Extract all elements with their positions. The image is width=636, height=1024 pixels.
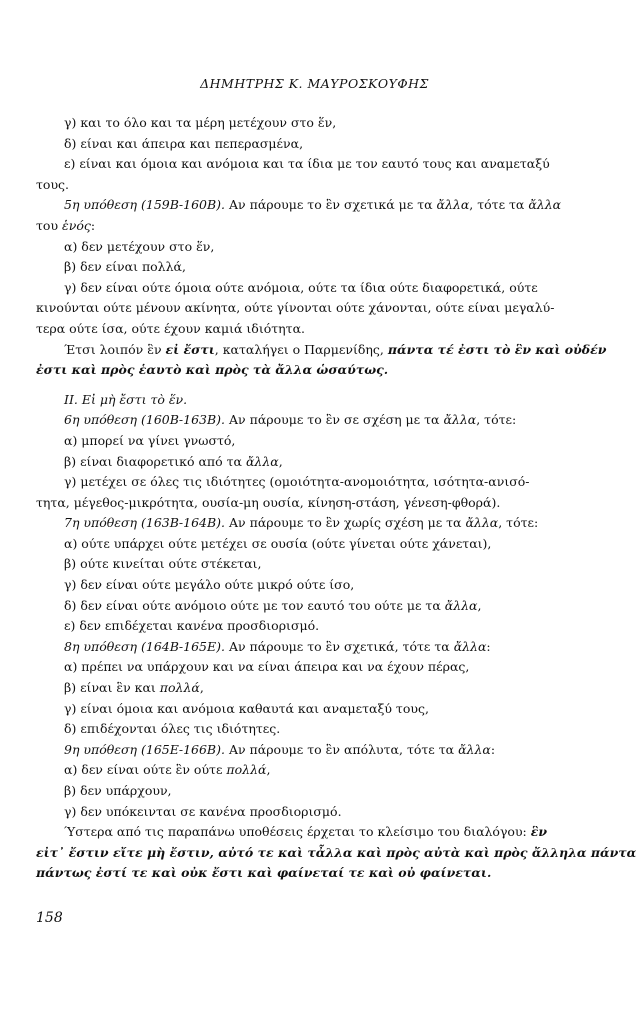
text-span: , [477, 597, 482, 613]
greek-quote: πάντα τέ ἐστι τὸ ἓν καὶ οὐδέν [387, 341, 607, 357]
text-line: α) μπορεί να γίνει γνωστό, [64, 432, 236, 448]
text-span: : [90, 217, 96, 233]
hypothesis-5-line [36, 195, 568, 216]
hypothesis-6-label: 6η υπόθεση (160Β-163Β). [64, 412, 226, 428]
text-line [36, 452, 568, 473]
hypothesis-7-label: 7η υπόθεση (163Β-164Β). [64, 515, 226, 531]
page-number: 158 [36, 910, 63, 926]
text-line: γ) είναι όμοια και ανόμοια καθαυτά και αναμεταξύ τους, [64, 700, 429, 716]
text-line: τερα ούτε ίσα, ούτε έχουν καμιά ιδιότητα. [36, 320, 305, 336]
greek-quote: ἓν [530, 824, 548, 840]
hypothesis-8-label: 8η υπόθεση (164Β-165Ε). [64, 638, 225, 654]
hypothesis-5-label: 5η υπόθεση (159Β-160Β). [64, 197, 226, 213]
text-span: δ) δεν είναι ούτε ανόμοιο ούτε με τον εαυτό του ούτε με τα [64, 597, 445, 613]
greek-term: ἄλλα [453, 638, 487, 654]
text-line: β) ούτε κινείται ούτε στέκεται, [64, 556, 262, 572]
hypothesis-9-line [36, 740, 568, 761]
text-span: , τότε: [498, 515, 539, 531]
text-line: β) δεν υπάρχουν, [64, 783, 172, 798]
greek-term: ἄλλα [436, 197, 470, 213]
text-line: δ) είναι και άπειρα και πεπερασμένα, [64, 135, 304, 151]
greek-quote-line: εἰτ᾽ ἔστιν εἴτε μὴ ἔστιν, αὐτό τε καὶ τἆλλα καὶ πρὸς αὐτὰ καὶ πρὸς ἄλληλα πάντα [36, 844, 636, 860]
page-body [36, 113, 636, 884]
text-span: , τότε τα [469, 197, 529, 213]
text-span: Αν πάρουμε το ἓν σχετικά, τότε τα [224, 638, 454, 654]
text-span: Αν πάρουμε το ἓν σχετικά με τα [225, 197, 437, 213]
text-line: γ) και το όλο και τα μέρη μετέχουν στο ἕν, [64, 115, 337, 130]
greek-term: ἑνός [62, 217, 91, 233]
text-span: Αν πάρουμε το ἓν χωρίς σχέση με τα [225, 515, 466, 531]
text-span: , [199, 680, 204, 696]
text-span: β) είναι διαφορετικό από τα [64, 453, 246, 469]
hypothesis-7-line [36, 513, 568, 534]
text-line [36, 596, 568, 617]
text-span: , καταλήγει ο Παρμενίδης, [214, 341, 388, 357]
hypothesis-8-line [36, 637, 568, 658]
greek-term: ἄλλα [443, 412, 477, 428]
text-line: κινούνται ούτε μένουν ακίνητα, ούτε γίνονται ούτε χάνονται, ούτε είναι μεγαλύ- [36, 300, 555, 316]
text-line: α) πρέπει να υπάρχουν και να είναι άπειρα και να έχουν πέρας, [64, 659, 470, 675]
text-span: β) είναι ἓν και [64, 680, 160, 696]
text-line: τους. [36, 176, 70, 192]
greek-term: ἄλλα [528, 197, 562, 213]
greek-term: ἄλλα [458, 741, 491, 757]
text-span: α) δεν είναι ούτε ἓν ούτε [64, 762, 227, 778]
greek-quote-line: ἐστι καὶ πρὸς ἑαυτὸ καὶ πρὸς τὰ ἄλλα ὡσαύτως. [36, 362, 389, 378]
text-span: Αν πάρουμε το ἓν σε σχέση με τα [225, 412, 444, 428]
text-line [36, 678, 568, 699]
text-line: α) δεν μετέχουν στο ἕν, [64, 238, 215, 254]
text-span: , [266, 762, 271, 778]
text-line [36, 216, 568, 237]
greek-quote: εἰ ἔστι [165, 341, 215, 357]
greek-term: πολλά [226, 762, 267, 778]
greek-term: ἄλλα [444, 597, 478, 613]
text-span: Αν πάρουμε το ἓν απόλυτα, τότε τα [224, 741, 459, 757]
text-line: α) ούτε υπάρχει ούτε μετέχει σε ουσία (ούτε γίνεται ούτε χάνεται), [64, 535, 492, 551]
text-line: γ) δεν είναι ούτε όμοια ούτε ανόμοια, ούτε τα ίδια ούτε διαφορετικά, ούτε [64, 279, 538, 295]
greek-term: ἄλλα [465, 515, 499, 531]
text-line: γ) δεν είναι ούτε μεγάλο ούτε μικρό ούτε ίσο, [64, 577, 355, 593]
text-line: δ) επιδέχονται όλες τις ιδιότητες. [64, 721, 281, 737]
section-gap [36, 381, 568, 390]
greek-term: πολλά [159, 680, 200, 696]
text-span: Έτσι λοιπόν ἓν [64, 341, 166, 357]
text-span: , τότε: [476, 412, 517, 428]
greek-quote-line: πάντως ἐστί τε καὶ οὐκ ἔστι καὶ φαίνεταί τε καὶ οὐ φαίνεται. [36, 865, 492, 881]
hypothesis-6-line [36, 410, 568, 431]
text-line: β) δεν είναι πολλά, [64, 259, 186, 275]
text-span: : [486, 638, 491, 654]
text-line: ε) δεν επιδέχεται κανένα προσδιορισμό. [64, 618, 320, 634]
text-span: του [36, 217, 63, 233]
text-line: γ) μετέχει σε όλες τις ιδιότητες (ομοιότητα-ανομοιότητα, ισότητα-ανισό- [64, 474, 530, 490]
text-span: : [490, 741, 496, 757]
greek-term: ἄλλα [245, 453, 279, 469]
hypothesis-9-label: 9η υπόθεση (165Ε-166Β). [64, 741, 225, 757]
text-line [36, 760, 568, 781]
text-line: τητα, μέγεθος-μικρότητα, ουσία-μη ουσία, κίνηση-στάση, γένεση-φθορά). [36, 494, 501, 510]
text-span: , [278, 453, 283, 469]
section-heading [36, 390, 568, 411]
text-line [36, 340, 607, 361]
text-line: ε) είναι και όμοια και ανόμοια και τα ίδια με τον εαυτό τους και αναμεταξύ [64, 156, 550, 172]
section-title: ΙΙ. Εἰ μὴ ἔστι τὸ ἕν. [64, 391, 188, 407]
running-header: ΔΗΜΗΤΡΗΣ Κ. ΜΑΥΡΟΣΚΟΥΦΗΣ [200, 76, 429, 91]
text-span: Ύστερα από τις παραπάνω υποθέσεις έρχεται το κλείσιμο του διαλόγου: [64, 824, 531, 840]
text-line: γ) δεν υπόκεινται σε κανένα προσδιορισμό. [64, 803, 342, 819]
text-line [36, 822, 568, 843]
